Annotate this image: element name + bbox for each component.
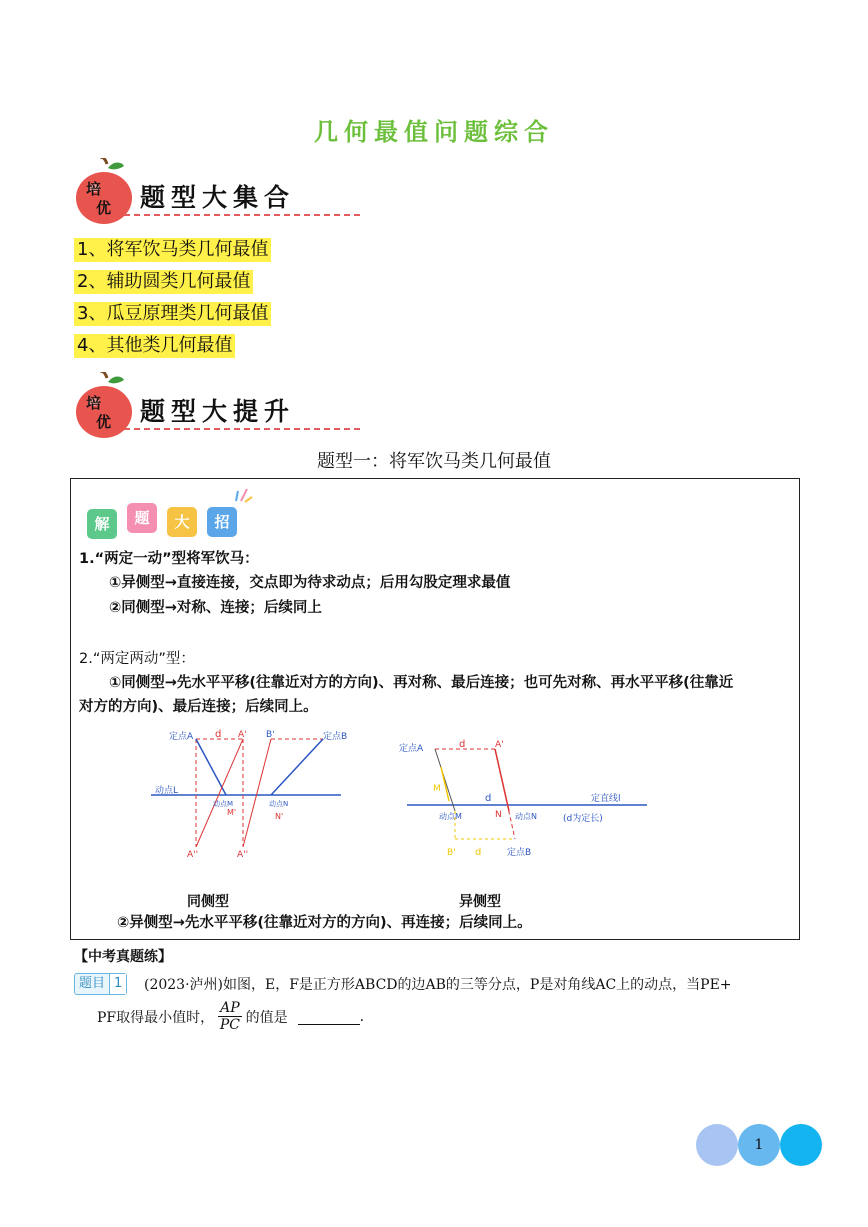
label-n-letter: N	[495, 810, 502, 820]
fraction	[218, 1000, 242, 1033]
label-b: 定点B	[323, 732, 348, 742]
label-m: 动点M	[213, 800, 234, 808]
section-title: 题型一：将军饮马类几何最值	[317, 451, 551, 472]
label-a: 定点A	[169, 732, 194, 742]
heading-1-underline	[124, 214, 360, 216]
label-a: 定点A	[399, 744, 424, 754]
method-line-7: ②异侧型→先水平平移(往靠近对方的方向)、再连接；后续同上。	[117, 915, 532, 931]
page-number: 1	[754, 1137, 764, 1153]
label-a2b: A''	[237, 850, 249, 860]
label-b1: B'	[266, 730, 275, 740]
problem-line-2-start: PF取得最小值时，	[97, 1009, 215, 1026]
section-heading-2	[74, 372, 314, 432]
svg-text:优: 优	[96, 199, 112, 217]
caption-same-side: 同侧型	[187, 894, 229, 910]
fraction-denominator: PC	[219, 1017, 240, 1033]
label-m-prime: M'	[227, 808, 237, 817]
list-item-2: 2、辅助圆类几何最值	[74, 270, 253, 294]
label-b1: B'	[447, 848, 456, 858]
svg-text:培: 培	[86, 180, 102, 198]
heading-1-text: 题型大集合	[140, 183, 296, 212]
opposite-side-diagram	[397, 731, 657, 861]
label-n-prime: N'	[275, 812, 284, 821]
page-circle-right	[780, 1124, 822, 1166]
label-l: 动点L	[155, 786, 179, 796]
problem-line-2-end: .	[359, 1008, 365, 1025]
problem-badge	[74, 973, 127, 995]
section-heading-1	[74, 158, 314, 218]
method-line-2: ①异侧型→直接连接，交点即为待求动点；后用勾股定理求最值	[109, 575, 511, 591]
label-d-mid: d	[485, 793, 492, 804]
method-line-1: 1.“两定一动”型将军饮马：	[79, 551, 259, 567]
problem-line-1: (2023·泸州)如图，E，F是正方形ABCD的边AB的三等分点，P是对角线AC上的动点，当PE+	[144, 977, 732, 993]
list-item-3: 3、瓜豆原理类几何最值	[74, 302, 271, 326]
problem-number: 1	[109, 974, 126, 994]
label-n: 动点N	[269, 800, 289, 808]
label-l: 定直线l	[591, 794, 621, 804]
problem-badge-label: 题目	[79, 976, 106, 991]
apple-icon	[74, 372, 144, 442]
sparkle-icon	[233, 487, 253, 503]
label-m-letter: M	[433, 784, 441, 794]
list-item-1: 1、将军饮马类几何最值	[74, 238, 271, 262]
label-a2: A''	[187, 850, 199, 860]
label-a1: A'	[238, 730, 247, 740]
answer-blank[interactable]	[298, 1008, 360, 1025]
tile-jie: 解	[87, 509, 117, 539]
heading-2-text: 题型大提升	[140, 397, 296, 426]
label-a1: A'	[495, 740, 504, 750]
tile-zhao: 招	[207, 507, 237, 537]
page-circle-left	[696, 1124, 738, 1166]
method-box	[70, 478, 800, 940]
caption-opposite-side: 异侧型	[459, 894, 501, 910]
document-title: 几何最值问题综合	[314, 117, 554, 146]
problem-line-2-mid: 的值是	[245, 1009, 288, 1026]
label-d: d	[459, 739, 466, 750]
method-line-4: 2.“两定两动”型：	[79, 651, 195, 667]
apple-icon	[74, 158, 144, 228]
problem-line-2	[97, 1000, 364, 1033]
method-line-5: ①同侧型→先水平平移(往靠近对方的方向)、再对称、最后连接；也可先对称、再水平平移(往靠近	[109, 675, 734, 691]
list-item-4: 4、其他类几何最值	[74, 334, 235, 358]
tile-da: 大	[167, 507, 197, 537]
label-b: 定点B	[507, 848, 532, 858]
method-line-6: 对方的方向)、最后连接；后续同上。	[79, 699, 318, 715]
svg-text:培: 培	[86, 394, 102, 412]
heading-2-underline	[124, 428, 360, 430]
exam-practice-label: 【中考真题练】	[74, 949, 172, 965]
same-side-diagram	[151, 727, 371, 862]
label-note: (d为定长)	[563, 814, 603, 824]
label-n: 动点N	[515, 812, 537, 821]
label-d: d	[215, 729, 222, 740]
method-line-3: ②同侧型→对称、连接；后续同上	[109, 600, 322, 616]
tile-ti: 题	[127, 503, 157, 533]
label-d-bottom: d	[475, 847, 482, 858]
label-m: 动点M	[439, 812, 462, 821]
fraction-numerator: AP	[220, 1000, 240, 1016]
svg-text:优: 优	[96, 413, 112, 431]
